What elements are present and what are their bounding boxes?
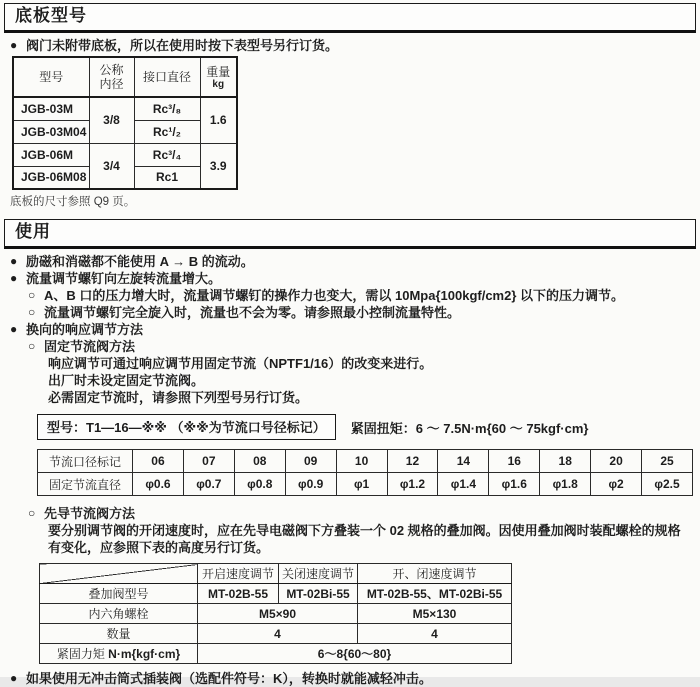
- usage-line-text: 流量调节螺钉向左旋转流量增大。: [26, 271, 222, 286]
- port-cell: Rc¹/₂: [134, 120, 200, 143]
- filled-bullet-icon: ●: [10, 671, 18, 685]
- usage-line: [4, 253, 696, 270]
- filled-bullet-icon: ●: [10, 38, 18, 52]
- throttle-model-box: 型号：T1—16—※※ （※※为节流口号径标记）: [37, 414, 336, 440]
- diameter-cell: φ1.2: [387, 473, 438, 496]
- port-cell: Rc1: [134, 166, 200, 189]
- section-title-baseplate: 底板型号: [4, 3, 696, 33]
- row-label: 固定节流直径: [38, 473, 133, 496]
- table-row: [13, 143, 237, 166]
- usage-line: [4, 270, 696, 287]
- diameter-cell: φ2.5: [642, 473, 693, 496]
- pilot-method-title: 先导节流阀方法: [44, 506, 136, 521]
- usage-line: [4, 304, 696, 321]
- baseplate-footnote: 底板的尺寸参照 Q9 页。: [10, 196, 136, 208]
- torque-value-cell: 6～8{60～80}: [198, 644, 512, 664]
- table-row: [40, 604, 512, 624]
- stack-model-cell: MT-02B-55: [198, 584, 279, 604]
- weight-cell: 3.9: [200, 143, 237, 189]
- quantity-cell: 4: [198, 624, 358, 644]
- open-circle-icon: ○: [28, 506, 36, 520]
- torque-row-label: 紧固力矩: [56, 647, 105, 661]
- mark-cell: 14: [438, 450, 489, 473]
- row-label: [40, 644, 198, 664]
- model-cell: JGB-03M04: [13, 120, 89, 143]
- bore-cell: 3/8: [89, 97, 134, 143]
- row-label: 数量: [40, 624, 198, 644]
- diameter-cell: φ1.6: [489, 473, 540, 496]
- filled-bullet-icon: ●: [10, 271, 18, 285]
- usage-line: 响应调节可通过响应调节用固定节流（NPTF1/16）的改变来进行。: [48, 356, 433, 371]
- baseplate-intro-line: [4, 37, 696, 54]
- table-header-row: [13, 57, 237, 97]
- mark-cell: 20: [591, 450, 642, 473]
- usage-line-text: 励磁和消磁都不能使用 A → B 的流动。: [26, 254, 254, 269]
- model-cell: JGB-06M: [13, 143, 89, 166]
- mark-cell: 07: [183, 450, 234, 473]
- open-circle-icon: ○: [28, 339, 36, 353]
- diameter-cell: φ0.8: [234, 473, 285, 496]
- diagonal-blank-cell: [40, 564, 198, 584]
- usage-line: [4, 321, 696, 338]
- row-label: 叠加阀型号: [40, 584, 198, 604]
- mark-cell: 06: [133, 450, 184, 473]
- model-cell: JGB-06M08: [13, 166, 89, 189]
- pilot-method-title-line: [4, 505, 696, 522]
- table-row: [13, 97, 237, 120]
- usage-line-text: 固定节流阀方法: [44, 339, 136, 354]
- throttle-order-row: [37, 414, 696, 440]
- diameter-cell: φ1.8: [540, 473, 591, 496]
- table-row: [38, 473, 693, 496]
- col-header-bore-line1: 公称: [99, 63, 124, 77]
- usage-line: [4, 338, 696, 355]
- col-header-model: 型号: [13, 57, 89, 97]
- row-label: 内六角螺栓: [40, 604, 198, 624]
- stack-model-cell: MT-02B-55、MT-02Bi-55: [358, 584, 512, 604]
- port-cell: Rc³/₄: [134, 143, 200, 166]
- final-note-line: [4, 670, 696, 687]
- quantity-cell: 4: [358, 624, 512, 644]
- filled-bullet-icon: ●: [10, 322, 18, 336]
- stack-model-cell: MT-02Bi-55: [279, 584, 358, 604]
- table-row: [40, 584, 512, 604]
- stacking-valve-table: [39, 563, 512, 664]
- baseplate-model-table: [12, 56, 238, 190]
- bolt-size-cell: M5×90: [198, 604, 358, 624]
- usage-line: 出厂时未设定固定节流阀。: [48, 373, 205, 388]
- table-row: [38, 450, 693, 473]
- col-header-weight-label: 重量: [206, 64, 231, 79]
- bolt-size-cell: M5×130: [358, 604, 512, 624]
- usage-line-text: 流量调节螺钉完全旋入时，流量也不会为零。请参照最小控制流量特性。: [44, 305, 461, 320]
- mark-cell: 25: [642, 450, 693, 473]
- usage-line-text: A、B 口的压力增大时，流量调节螺钉的操作力也变大，需以 10Mpa{100kgf/cm2} 以下的压力调节。: [44, 288, 625, 303]
- usage-line: 必需固定节流时，请参照下列型号另行订货。: [48, 390, 309, 405]
- open-circle-icon: ○: [28, 288, 36, 302]
- final-note-text: 如果使用无冲击筒式插装阀（选配件符号：K），转换时就能减轻冲击。: [26, 671, 432, 686]
- pilot-method-body: 要分别调节阀的开闭速度时，应在先导电磁阀下方叠装一个 02 规格的叠加阀。因使用叠加阀时装配螺栓的规格有变化，应参照下表的高度另行订货。: [48, 523, 681, 555]
- section-title-usage: 使用: [4, 219, 696, 249]
- col-header-weight-unit: kg: [212, 78, 225, 90]
- mark-cell: 18: [540, 450, 591, 473]
- usage-line-text: 换向的响应调节方法: [26, 322, 144, 337]
- diameter-cell: φ0.7: [183, 473, 234, 496]
- usage-line: [4, 287, 696, 304]
- filled-bullet-icon: ●: [10, 254, 18, 268]
- table-row: [40, 624, 512, 644]
- diameter-cell: φ1: [336, 473, 387, 496]
- open-circle-icon: ○: [28, 305, 36, 319]
- diameter-cell: φ2: [591, 473, 642, 496]
- col-header-weight: [200, 57, 237, 97]
- tightening-torque-note: 紧固扭矩：6 ～ 7.5N·m{60 ～ 75kgf·cm}: [350, 420, 589, 436]
- col-header-bore: [89, 57, 134, 97]
- port-cell: Rc³/₈: [134, 97, 200, 120]
- mark-cell: 09: [285, 450, 336, 473]
- weight-cell: 1.6: [200, 97, 237, 143]
- mark-cell: 10: [336, 450, 387, 473]
- col-header-port: 接口直径: [134, 57, 200, 97]
- baseplate-intro-text: 阀门未附带底板，所以在使用时按下表型号另行订货。: [26, 38, 339, 53]
- torque-row-unit: N·m{kgf·cm}: [108, 647, 181, 661]
- model-cell: JGB-03M: [13, 97, 89, 120]
- mark-cell: 12: [387, 450, 438, 473]
- row-label: 节流口径标记: [38, 450, 133, 473]
- diameter-cell: φ1.4: [438, 473, 489, 496]
- throttle-diameter-table: [37, 449, 693, 496]
- col-header-open-close-speed: 开、闭速度调节: [358, 564, 512, 584]
- mark-cell: 08: [234, 450, 285, 473]
- bore-cell: 3/4: [89, 143, 134, 189]
- diameter-cell: φ0.6: [133, 473, 184, 496]
- col-header-bore-line2: 内径: [99, 77, 124, 91]
- mark-cell: 16: [489, 450, 540, 473]
- table-header-row: [40, 564, 512, 584]
- col-header-open-speed: 开启速度调节: [198, 564, 279, 584]
- table-row: [40, 644, 512, 664]
- col-header-close-speed: 关闭速度调节: [279, 564, 358, 584]
- diameter-cell: φ0.9: [285, 473, 336, 496]
